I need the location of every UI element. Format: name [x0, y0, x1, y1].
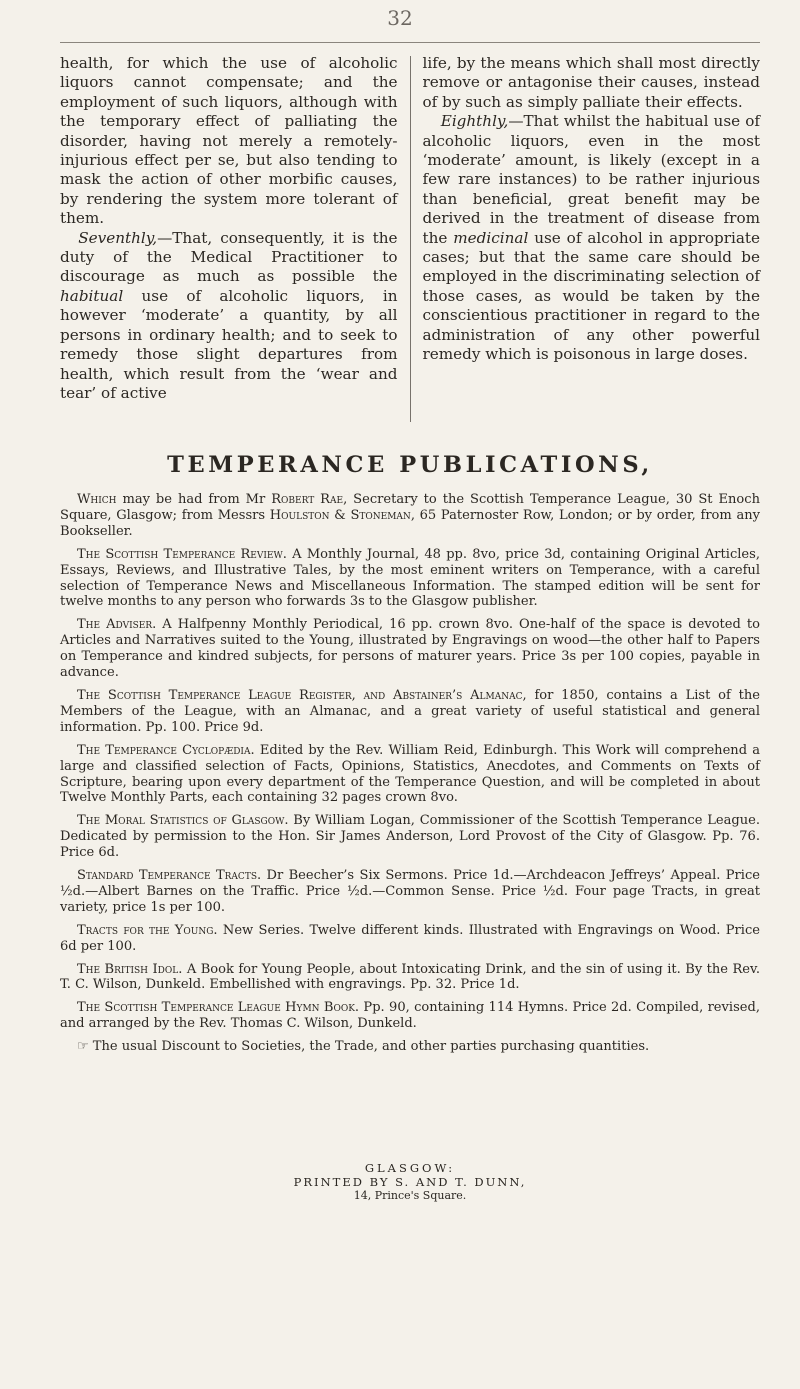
- publication-title: The Scottish Temperance League Hymn Book.: [76, 1000, 360, 1016]
- pointing-hand-icon: ☞: [76, 1039, 89, 1055]
- right-paragraph-2: [423, 112, 761, 364]
- publications-intro: [60, 492, 760, 540]
- publication-item: [60, 962, 760, 994]
- publication-title: The Scottish Temperance Review.: [76, 546, 287, 562]
- page-number: 32: [387, 6, 413, 30]
- left-paragraph-1: health, for which the use of alcoholic liquors cannot compensate; and the employment of such liquors, although with the temporary effect of palliating the disorder, having not merely a remotely-injurious effect per se, but also tending to mask the action of other morbific causes, by rendering the system more tolerant of them.: [60, 54, 398, 228]
- imprint-address: 14, Prince's Square.: [353, 1189, 467, 1202]
- imprint-printer: PRINTED BY S. AND T. DUNN,: [293, 1175, 527, 1189]
- publications-list: [60, 492, 760, 1062]
- left-p2-text-a: —That, consequently, it is the duty of the Medical Practitioner to discourage as much as possible the: [60, 228, 398, 286]
- left-column: [60, 54, 410, 434]
- right-p2-text-b: use of alcohol in appropriate cases; but that the same care should be employed in the discriminating selection of those cases, as would be taken by the conscientious practitioner in regard to the administration of any other powerful remedy which is poisonous in large doses.: [422, 228, 761, 364]
- habitual-emphasis: habitual: [60, 286, 124, 305]
- publication-item: [60, 743, 760, 807]
- publication-description: A Halfpenny Monthly Periodical, 16 pp. crown 8vo. One-half of the space is devoted to Articles and Narratives suited to the Young, illustrated by Engravings on wood—the other half to Papers on Temperance and kindred subjects, for persons of maturer years. Price 3s per 100 copies, payable in advance.: [60, 617, 760, 681]
- intro-lead: Which: [76, 492, 117, 507]
- publication-description: By William Logan, Commissioner of the Scottish Temperance League. Dedicated by permission to the Hon. Sir James Anderson, Lord Provost of the City of Glasgow. Pp. 76. Price 6d.: [60, 813, 760, 861]
- intro-text-b: , Secretary to the Scottish Temperance League, 30 St Enoch Square, Glasgow; from Messrs: [60, 492, 760, 523]
- publication-item: [60, 813, 760, 861]
- publication-item: [60, 617, 760, 681]
- imprint-city: GLASGOW:: [364, 1161, 456, 1175]
- publication-description: Edited by the Rev. William Reid, Edinburgh. This Work will comprehend a large and classified selection of Facts, Opinions, Statistics, Anecdotes, and Comments on Texts of Scripture, bearing upon every department of the Temperance Question, and will be completed in about Twelve Monthly Parts, each containing 32 pages crown 8vo.: [60, 742, 760, 806]
- publication-item: [60, 923, 760, 955]
- text-columns: [60, 54, 760, 434]
- intro-text-c: , 65 Paternoster Row, London; or by order, from any Bookseller.: [60, 507, 760, 539]
- publication-item: [60, 1000, 760, 1032]
- publication-title: The Temperance Cyclopædia.: [76, 742, 255, 758]
- publication-description: Dr Beecher’s Six Sermons. Price 1d.—Archdeacon Jeffreys’ Appeal. Price ½d.—Albert Barnes on the Traffic. Price ½d.—Common Sense. Price ½d. Four page Tracts, in great variety, price 1s per 100.: [60, 868, 760, 915]
- eighthly-lead: Eighthly,: [440, 112, 509, 131]
- publication-title: Standard Temperance Tracts.: [76, 868, 262, 884]
- discount-text: The usual Discount to Societies, the Trade, and other parties purchasing quantities.: [92, 1039, 650, 1055]
- intro-text-a: may be had from Mr: [116, 492, 272, 507]
- seventhly-lead: Seventhly,: [78, 228, 158, 247]
- publication-item: [60, 547, 760, 611]
- publication-description: A Monthly Journal, 48 pp. 8vo, price 3d, containing Original Articles, Essays, Reviews, and Illustrative Tales, by the most eminent writers on Temperance, with a careful selection of Temperance News and Miscellaneous Information. The stamped edition will be sent for twelve months to any person who forwards 3s to the Glasgow publisher.: [60, 546, 760, 610]
- publication-title: The Adviser.: [76, 617, 157, 633]
- publication-description: Pp. 90, containing 114 Hymns. Price 2d. Compiled, revised, and arranged by the Rev. Thomas C. Wilson, Dunkeld.: [60, 1000, 760, 1032]
- publication-item: [60, 688, 760, 736]
- publication-title: The Scottish Temperance League Register, and Abstainer’s Almanac,: [76, 687, 527, 703]
- publication-description: New Series. Twelve different kinds. Illustrated with Engravings on Wood. Price 6d per 100.: [60, 922, 760, 954]
- medicinal-emphasis: medicinal: [453, 228, 529, 247]
- publication-title: The Moral Statistics of Glasgow.: [76, 813, 289, 829]
- intro-name-houlston: Houlston & Stoneman: [269, 507, 411, 523]
- printer-imprint: [60, 1161, 760, 1203]
- left-p2-text-b: use of alcoholic liquors, in however ‘moderate’ a quantity, by all persons in ordinary health; and to seek to remedy those slight departures from health, which result from the ‘wear and tear’ of active: [60, 286, 398, 402]
- publication-item: [60, 868, 760, 916]
- publication-title: Tracts for the Young.: [76, 922, 218, 938]
- discount-note: [60, 1039, 760, 1055]
- publications-heading: TEMPERANCE PUBLICATIONS,: [167, 452, 653, 478]
- right-p2-text-a: —That whilst the habitual use of alcoholic liquors, even in the most ‘moderate’ amount, is likely (except in a few rare instances) to be rather injurious than beneficial, great benefit may be derived in the treatment of disease from the: [422, 112, 760, 247]
- intro-name-rae: Robert Rae: [271, 492, 344, 507]
- publication-description: for 1850, contains a List of the Members of the League, with an Almanac, and a great variety of useful statistical and general information. Pp. 100. Price 9d.: [60, 687, 761, 735]
- right-column: [411, 54, 761, 434]
- right-paragraph-1: life, by the means which shall most directly remove or antagonise their causes, instead of by such as simply palliate their effects.: [422, 54, 760, 111]
- header-rule: [60, 42, 760, 43]
- publication-description: A Book for Young People, about Intoxicating Drink, and the sin of using it. By the Rev. T. C. Wilson, Dunkeld. Embellished with engravings. Pp. 32. Price 1d.: [60, 961, 760, 993]
- left-paragraph-2: [60, 229, 398, 404]
- publication-title: The British Idol.: [76, 961, 183, 977]
